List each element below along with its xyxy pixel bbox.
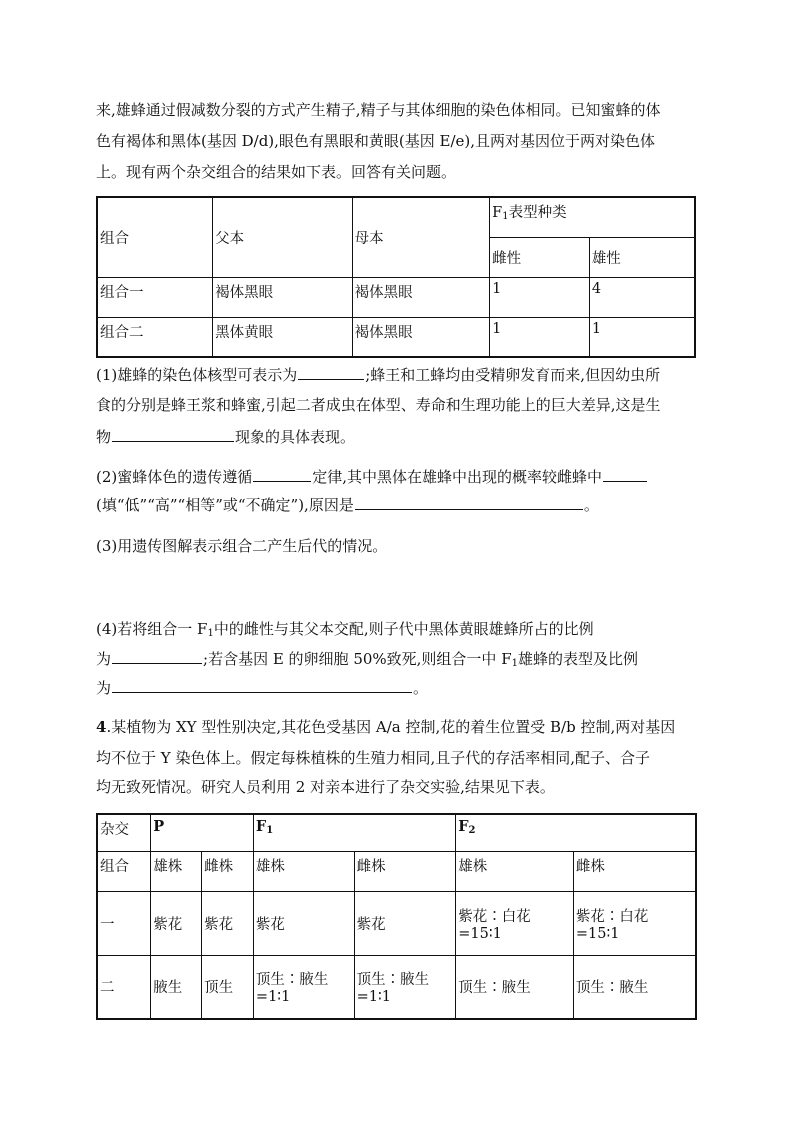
header-f1-phenotypes: $F_1$表型种类 — [490, 197, 695, 237]
header-f1-female: 雌株 — [354, 851, 456, 891]
header-group: 组合 — [97, 197, 213, 277]
header-mother: 母本 — [352, 197, 490, 277]
q4-line-2: 为 ;若含基因 E 的卵细胞 50%致死,则组合一中 $F_1$雄蜂的表型及比例 — [96, 650, 638, 669]
intro-line-3: 上。现有两个杂交组合的结果如下表。回答有关问题。 — [96, 163, 457, 181]
answer-blank[interactable] — [112, 677, 412, 693]
table-row: 组合二 黑体黄眼 褐体黑眼 1 1 — [97, 317, 695, 357]
bee-cross-table — [96, 196, 696, 358]
header-group-2: 组合 — [97, 851, 151, 891]
q3-line: (3)用遗传图解表示组合二产生后代的情况。 — [96, 537, 388, 555]
table-row: 一 紫花 紫花 紫花 紫花 紫花∶白花 =15∶1 紫花∶白花 =15∶1 — [97, 891, 696, 955]
answer-blank[interactable] — [603, 466, 647, 482]
q2-line-2: (填“低”“高”“相等”或“不确定”),原因是 。 — [96, 496, 599, 514]
q2-line-1: (2)蜜蜂体色的遗传遵循 定律,其中黑体在雄蜂中出现的概率较雌蜂中 — [96, 466, 648, 487]
header-p-female: 雌株 — [202, 851, 254, 891]
intro-line-1: 来,雄蜂通过假减数分裂的方式产生精子,精子与其体细胞的染色体相同。已知蜜蜂的体 — [96, 101, 661, 119]
answer-blank[interactable] — [112, 648, 202, 664]
header-p-male: 雄株 — [151, 851, 202, 891]
intro-line-2: 色有褐体和黑体(基因 D/d),眼色有黑眼和黄眼(基因 E/e),且两对基因位于两对染色体 — [96, 132, 656, 150]
header-f2-female: 雌株 — [573, 851, 696, 891]
header-f1-male: 雄株 — [253, 851, 354, 891]
q1-line-2: 食的分别是蜂王浆和蜂蜜,引起二者成虫在体型、寿命和生理功能上的巨大差异,这是生 — [96, 396, 661, 414]
problem4-line-3: 均无致死情况。研究人员利用 2 对亲本进行了杂交实验,结果见下表。 — [96, 778, 555, 796]
table-row: 二 腋生 顶生 顶生∶腋生 =1∶1 顶生∶腋生 =1∶1 顶生∶腋生 顶生∶腋生 — [97, 955, 696, 1019]
q1-line-1: (1)雄蜂的染色体核型可表示为 ;蜂王和工蜂均由受精卵发育而来,但因幼虫所 — [96, 366, 661, 384]
header-f2-male: 雄株 — [456, 851, 574, 891]
header-father: 父本 — [213, 197, 353, 277]
header-female: 雌性 — [490, 237, 590, 277]
answer-blank[interactable] — [355, 494, 583, 510]
plant-cross-table — [96, 813, 697, 1020]
q4-line-1: (4)若将组合一 $F_1$中的雌性与其父本交配,则子代中黑体黄眼雄蜂所占的比例 — [96, 620, 594, 639]
header-male: 雄性 — [589, 237, 695, 277]
header-group-1: 杂交 — [97, 814, 151, 851]
problem-number: 4 — [96, 718, 107, 736]
header-f1: $F_1$ — [253, 814, 455, 851]
problem4-line-2: 均不位于 Y 染色体上。假定每株植株的生殖力相同,且子代的存活率相同,配子、合子 — [96, 749, 650, 767]
q4-line-3: 为 。 — [96, 679, 429, 697]
header-f2: $F_2$ — [456, 814, 696, 851]
answer-blank[interactable] — [112, 426, 234, 442]
answer-blank[interactable] — [298, 364, 364, 380]
q1-line-3: 物 现象的具体表现。 — [96, 428, 356, 446]
problem4-line-1: 4.某植物为 XY 型性别决定,其花色受基因 A/a 控制,花的着生位置受 B/b 控制,两对基因 — [96, 718, 676, 736]
answer-blank[interactable] — [253, 466, 311, 482]
header-p: P — [151, 814, 254, 851]
table-row: 组合一 褐体黑眼 褐体黑眼 1 4 — [97, 277, 695, 317]
